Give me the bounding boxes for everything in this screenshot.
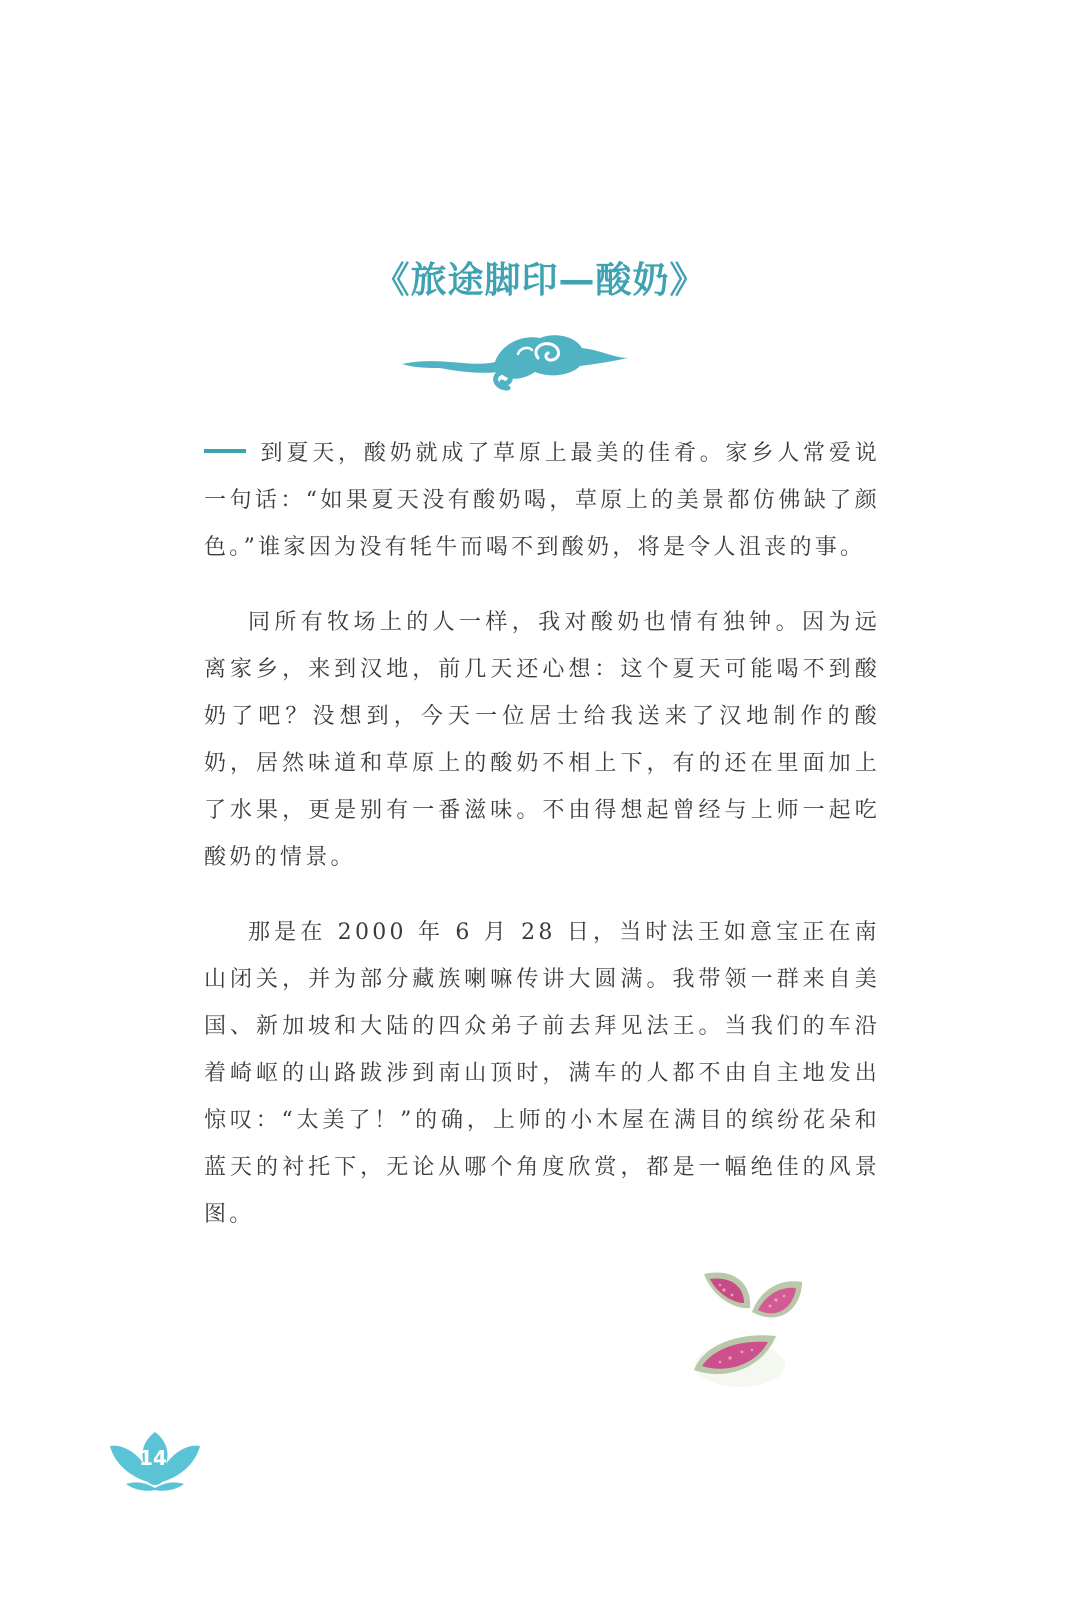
paragraph-2: 同所有牧场上的人一样，我对酸奶也情有独钟。因为远离家乡，来到汉地，前几天还心想：这个夏天可能喝不到酸奶了吧？没想到，今天一位居士给我送来了汉地制作的酸奶，居然味道和草原上的酸奶不相上下，有的还在里面加上了水果，更是别有一番滋味。不由得想起曾经与上师一起吃酸奶的情景。 [204, 610, 880, 870]
paragraph-1-text: 到夏天，酸奶就成了草原上最美的佳肴。家乡人常爱说一句话：“如果夏天没有酸奶喝，草原上的美景都仿佛缺了颜色。”谁家因为没有牦牛而喝不到酸奶，将是令人沮丧的事。 [204, 441, 880, 560]
paragraph-3: 那是在 2000 年 6 月 28 日，当时法王如意宝正在南山闭关，并为部分藏族喇嘛传讲大圆满。我带领一群来自美国、新加坡和大陆的四众弟子前去拜见法王。当我们的车沿着崎岖的山路跋涉到南山顶时，满车的人都不由自主地发出惊叹：“太美了！”的确，上师的小木屋在满目的缤纷花朵和蓝天的衬托下，无论从哪个角度欣赏，都是一幅绝佳的风景图。 [204, 920, 880, 1227]
article-body [204, 430, 880, 1266]
page-number: 14 [139, 1446, 167, 1470]
cloud-swirl-ornament-icon [400, 328, 630, 398]
lead-rule [204, 449, 246, 453]
page-title: 《旅途脚印—酸奶》 [373, 260, 707, 301]
paragraph-1 [204, 430, 880, 571]
fruit-slices-illustration-icon [690, 1270, 840, 1410]
